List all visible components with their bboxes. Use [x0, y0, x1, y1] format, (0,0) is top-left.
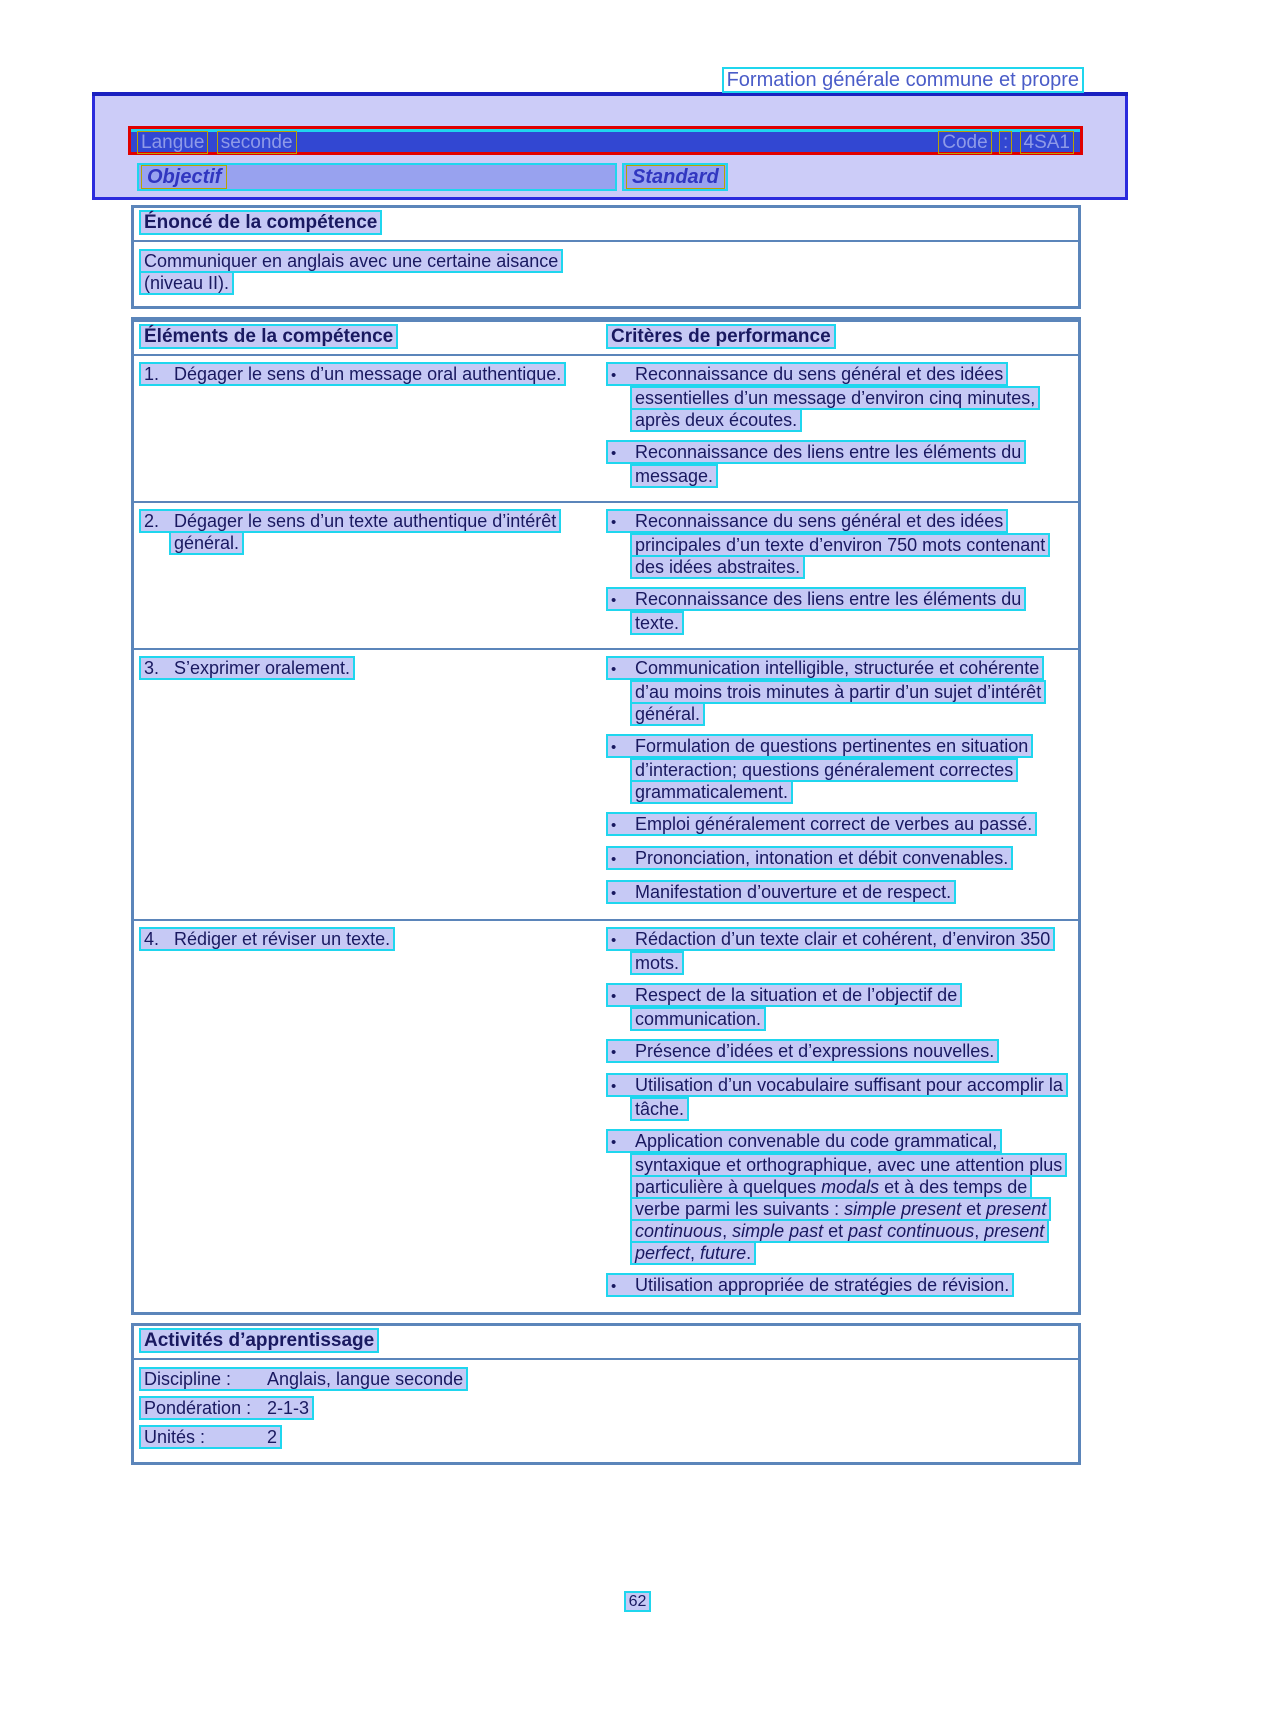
course-code-value: 4SA1	[1020, 131, 1074, 154]
element-item	[139, 928, 592, 950]
list-item	[606, 984, 1072, 1030]
list-item	[606, 847, 1072, 871]
bullet-icon: •	[611, 592, 617, 609]
bullet-icon: •	[611, 1134, 617, 1151]
criterion-text: Respect de la situation et de l’objectif de communication.	[635, 985, 958, 1029]
bullet-icon: •	[611, 932, 617, 949]
activites-table-header	[134, 1326, 1078, 1360]
ponderation-value: 2-1-3	[267, 1398, 310, 1418]
course-title-bar	[128, 126, 1083, 155]
enonce-body-text: Communiquer en anglais avec une certaine aisance (niveau II).	[139, 250, 591, 294]
unites-value: 2	[267, 1427, 278, 1447]
bullet-icon: •	[611, 885, 617, 902]
element-cell	[134, 510, 606, 634]
objectif-heading	[137, 163, 617, 191]
element-item	[139, 363, 592, 385]
bullet-icon: •	[611, 739, 617, 756]
criterion-text: Utilisation d’un vocabulaire suffisant pour accomplir la tâche.	[635, 1075, 1063, 1119]
table-row	[134, 648, 1078, 919]
criteres-header-label: Critères de performance	[606, 324, 836, 349]
list-item	[606, 1074, 1072, 1120]
running-title: Formation générale commune et propre	[722, 67, 1084, 93]
discipline-label: Discipline :	[144, 1369, 232, 1389]
criterion-text: Rédaction d’un texte clair et cohérent, d’environ 350 mots.	[635, 929, 1051, 973]
page-header	[92, 68, 1128, 96]
elements-header-label: Éléments de la compétence	[139, 324, 398, 349]
criterion-text: Manifestation d’ouverture et de respect.	[635, 882, 952, 902]
criterion-text: Reconnaissance du sens général et des idées essentielles d’un message d’environ cinq minutes, après deux écoutes.	[635, 364, 1036, 430]
list-item	[606, 1040, 1072, 1064]
bullet-icon: •	[611, 514, 617, 531]
list-item	[606, 813, 1072, 837]
element-number: 3.	[144, 658, 160, 678]
course-title-word: Langue	[137, 131, 208, 154]
enonce-header-label: Énoncé de la compétence	[139, 210, 382, 235]
activites-table	[131, 1323, 1081, 1465]
list-item	[606, 441, 1072, 487]
element-number: 1.	[144, 364, 160, 384]
table-row	[134, 919, 1078, 1312]
course-code	[938, 133, 1074, 152]
criterion-text: Présence d’idées et d’expressions nouvelles.	[635, 1041, 995, 1061]
element-text: Rédiger et réviser un texte.	[174, 929, 391, 949]
bullet-icon: •	[611, 1078, 617, 1095]
list-item	[606, 1130, 1072, 1264]
element-number: 2.	[144, 511, 160, 531]
list-item	[606, 588, 1072, 634]
element-text: S’exprimer oralement.	[174, 658, 351, 678]
activites-table-body	[134, 1360, 1078, 1462]
list-item	[606, 510, 1072, 578]
criterion-text: Prononciation, intonation et débit convenables.	[635, 848, 1009, 868]
activites-header-label: Activités d’apprentissage	[139, 1328, 379, 1353]
enonce-table-header	[134, 208, 1078, 242]
course-code-separator: :	[999, 131, 1012, 154]
course-code-label: Code	[938, 131, 991, 154]
page-number: 62	[624, 1591, 652, 1612]
criterion-text: Reconnaissance des liens entre les éléments du message.	[635, 442, 1022, 486]
list-item	[606, 657, 1072, 725]
list-item	[139, 1397, 1072, 1419]
element-text: Dégager le sens d’un message oral authentique.	[174, 364, 562, 384]
bullet-icon: •	[611, 988, 617, 1005]
criteria-cell	[606, 510, 1078, 634]
element-cell	[134, 928, 606, 1298]
page-number-container	[0, 1592, 1275, 1612]
list-item	[606, 928, 1072, 974]
bullet-icon: •	[611, 445, 617, 462]
competence-table-header	[134, 322, 1078, 354]
criteria-cell	[606, 928, 1078, 1298]
course-title	[137, 133, 300, 152]
ponderation-label: Pondération :	[144, 1398, 252, 1418]
element-cell	[134, 657, 606, 905]
course-title-word: seconde	[217, 131, 297, 154]
bullet-icon: •	[611, 851, 617, 868]
criterion-text: Application convenable du code grammatical, syntaxique et orthographique, avec une attention plus particulière à quelques modals et à des temps de verbe parmi les suivants : simple present et present continuous, simple past et past continuous, present perfect, future.	[635, 1131, 1063, 1263]
standard-heading	[622, 163, 728, 191]
document-page	[0, 68, 1275, 1610]
standard-label: Standard	[626, 165, 725, 189]
list-item	[139, 1426, 1072, 1448]
element-cell	[134, 363, 606, 487]
bullet-icon: •	[611, 817, 617, 834]
element-item	[139, 657, 592, 679]
discipline-value: Anglais, langue seconde	[267, 1369, 464, 1389]
element-number: 4.	[144, 929, 160, 949]
criteria-cell	[606, 657, 1078, 905]
list-item	[139, 1368, 1072, 1390]
bullet-icon: •	[611, 1278, 617, 1295]
enonce-table-body	[134, 242, 1078, 306]
objectif-standard-row	[137, 163, 1083, 191]
criterion-text: Communication intelligible, structurée et cohérente d’au moins trois minutes à partir d’un sujet d’intérêt général.	[635, 658, 1042, 724]
elements-header-cell	[134, 326, 606, 348]
criteria-cell	[606, 363, 1078, 487]
list-item	[606, 363, 1072, 431]
table-row	[134, 501, 1078, 648]
element-text: Dégager le sens d’un texte authentique d’intérêt général.	[174, 511, 557, 553]
criterion-text: Reconnaissance du sens général et des idées principales d’un texte d’environ 750 mots contenant des idées abstraites.	[635, 511, 1046, 577]
table-row	[134, 354, 1078, 501]
bullet-icon: •	[611, 661, 617, 678]
enonce-table	[131, 205, 1081, 309]
competence-table	[131, 317, 1081, 1315]
criteres-header-cell	[606, 326, 1078, 348]
bullet-icon: •	[611, 367, 617, 384]
unites-label: Unités :	[144, 1427, 206, 1447]
list-item	[606, 881, 1072, 905]
list-item	[606, 735, 1072, 803]
bullet-icon: •	[611, 1044, 617, 1061]
criterion-text: Emploi généralement correct de verbes au passé.	[635, 814, 1033, 834]
list-item	[606, 1274, 1072, 1298]
course-header-box	[92, 96, 1128, 200]
element-item	[139, 510, 592, 554]
criterion-text: Reconnaissance des liens entre les éléments du texte.	[635, 589, 1022, 633]
criterion-text: Utilisation appropriée de stratégies de révision.	[635, 1275, 1010, 1295]
criterion-text: Formulation de questions pertinentes en situation d’interaction; questions généralement correctes grammaticalement.	[635, 736, 1029, 802]
objectif-label: Objectif	[141, 165, 227, 189]
